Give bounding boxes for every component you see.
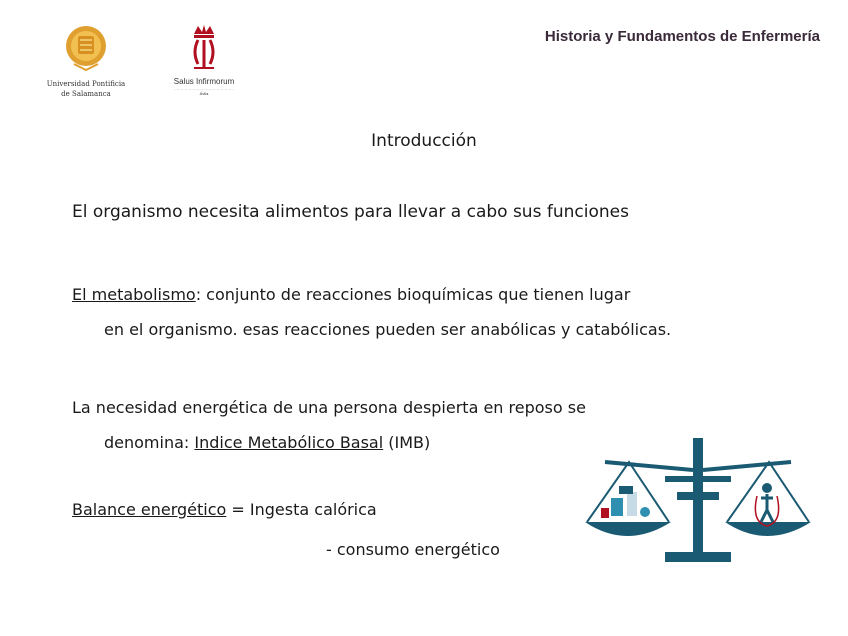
salus-crown-emblem-icon: [186, 24, 222, 72]
university-crest-icon: [64, 24, 108, 74]
denomina-prefix: denomina:: [104, 433, 195, 452]
necesidad-line1: La necesidad energética de una persona despierta en reposo se: [72, 398, 586, 417]
salus-logo: [156, 24, 252, 114]
balance-formula: = Ingesta calórica: [226, 500, 377, 519]
term-metabolismo: El metabolismo: [72, 285, 196, 304]
university-logo: [40, 24, 132, 106]
course-title: Historia y Fundamentos de Enfermería: [544, 28, 820, 45]
paragraph-organismo: El organismo necesita alimentos para llevar a cabo sus funciones: [72, 202, 629, 222]
balance-formula-line2: - consumo energético: [326, 540, 500, 559]
university-logo-line1: Universidad Pontificia: [46, 80, 126, 88]
salus-logo-name: Salus Infirmorum: [173, 77, 235, 86]
logos: [28, 24, 258, 114]
term-balance: Balance energético: [72, 500, 227, 519]
term-imb: Indice Metabólico Basal: [194, 433, 384, 452]
metabolismo-line2: en el organismo. esas reacciones pueden ser anabólicas y catabólicas.: [104, 320, 672, 339]
metabolismo-definition: : conjunto de reacciones bioquímicas que tienen lugar: [195, 285, 631, 304]
paragraph-balance: [72, 500, 377, 519]
imb-suffix: (IMB): [383, 433, 431, 452]
salus-logo-subtitle: ………………………………………: [174, 86, 234, 91]
paragraph-metabolismo: [72, 277, 774, 347]
balance-scale-icon: [583, 432, 813, 567]
salus-logo-place: Ávila: [199, 91, 209, 96]
university-logo-line2: de Salamanca: [61, 90, 111, 98]
slide-title: Introducción: [371, 131, 477, 151]
